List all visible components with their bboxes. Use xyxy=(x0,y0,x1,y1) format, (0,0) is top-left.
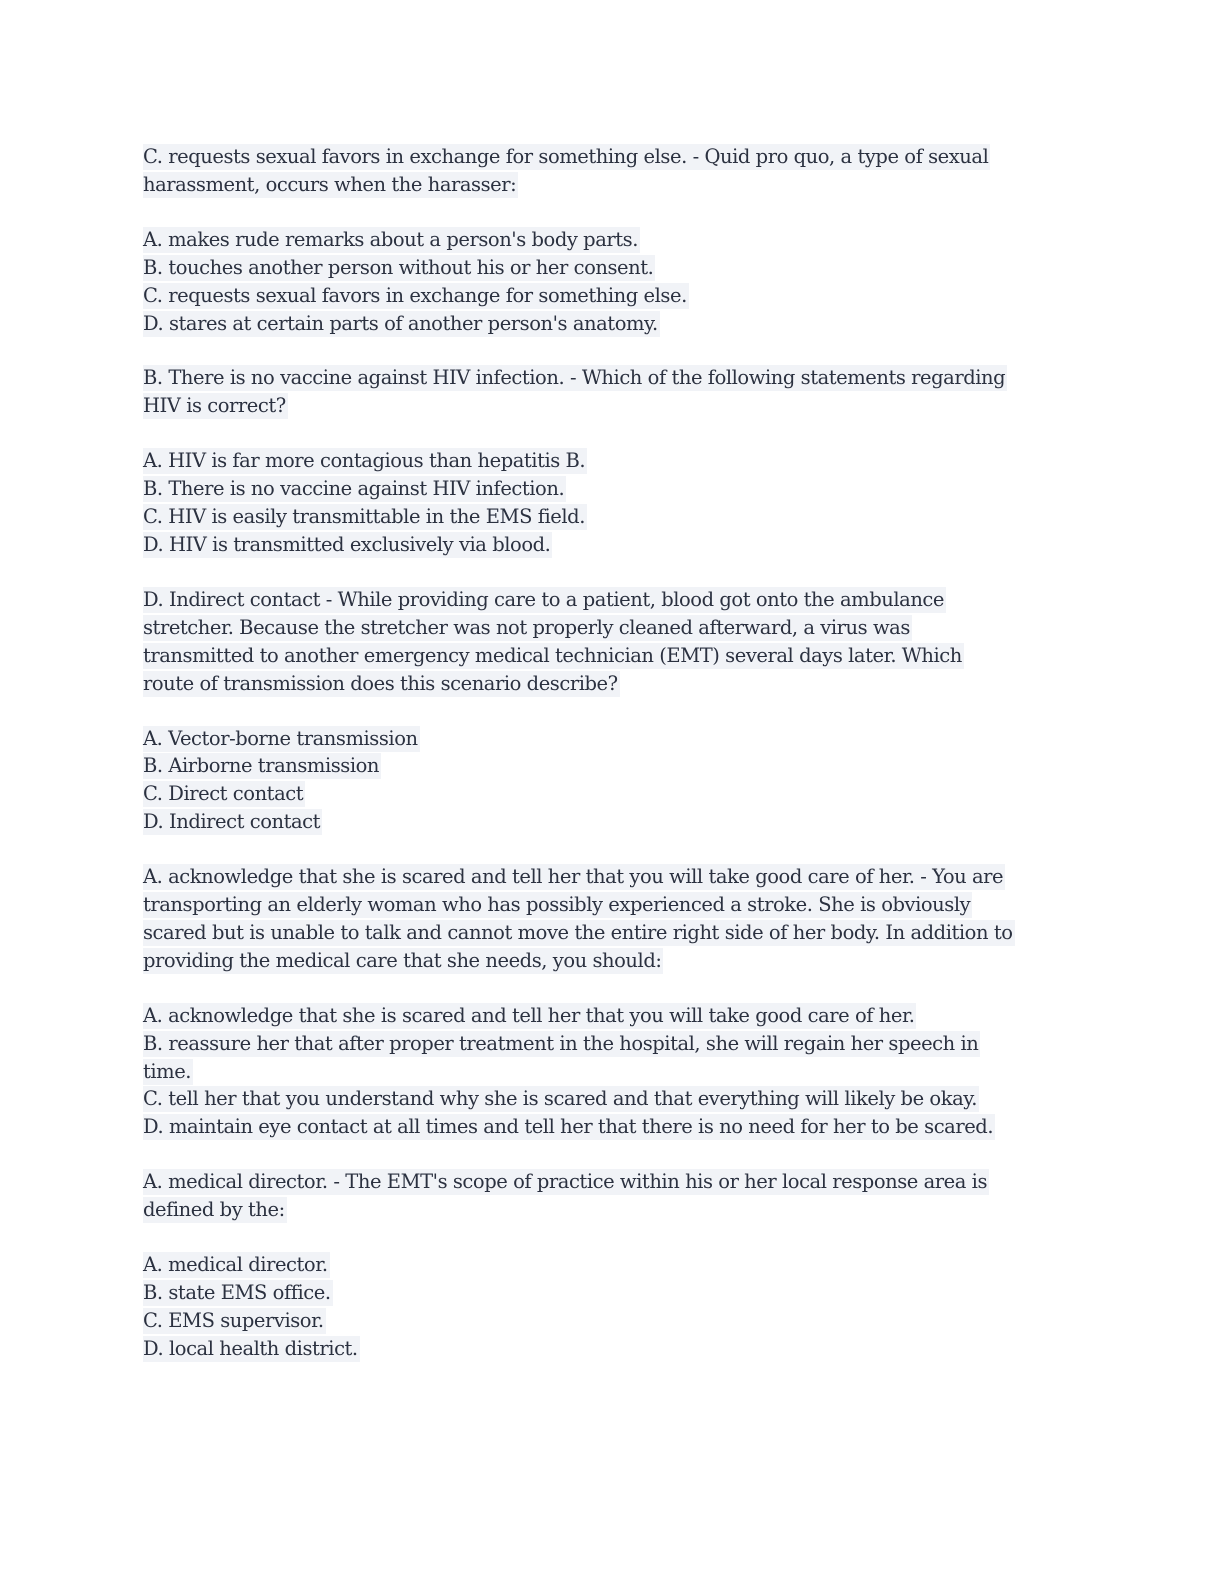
text-line: A. medical director. - The EMT's scope of practice within his or her local response area is xyxy=(143,1170,988,1194)
option-line: A. HIV is far more contagious than hepatitis B. xyxy=(143,449,586,473)
option-line: C. EMS supervisor. xyxy=(143,1308,324,1332)
question-4-answer-and-prompt xyxy=(143,863,1083,975)
option-line: D. maintain eye contact at all times and tell her that there is no need for her to be scared. xyxy=(143,1115,994,1139)
text-line: B. There is no vaccine against HIV infection. - Which of the following statements regarding xyxy=(143,366,1006,390)
text-line: scared but is unable to talk and cannot move the entire right side of her body. In addition to xyxy=(143,920,1013,944)
text-line: D. Indirect contact - While providing care to a patient, blood got onto the ambulance xyxy=(143,587,944,611)
question-5-answer-and-prompt xyxy=(143,1168,1083,1224)
text-line: route of transmission does this scenario describe? xyxy=(143,671,618,695)
question-1-options xyxy=(143,226,1083,338)
text-line: C. requests sexual favors in exchange for something else. - Quid pro quo, a type of sexual xyxy=(143,145,989,168)
question-1-answer-and-prompt xyxy=(143,143,1083,199)
option-line: A. medical director. xyxy=(143,1253,328,1277)
option-line: C. requests sexual favors in exchange for something else. xyxy=(143,283,687,307)
text-line: defined by the: xyxy=(143,1198,285,1222)
option-line: A. Vector-borne transmission xyxy=(143,726,418,750)
option-line: B. state EMS office. xyxy=(143,1281,331,1304)
text-line: HIV is correct? xyxy=(143,394,286,418)
text-line: harassment, occurs when the harasser: xyxy=(143,172,517,196)
question-3-options xyxy=(143,725,1083,837)
option-line: D. HIV is transmitted exclusively via blood. xyxy=(143,532,551,556)
question-5-options xyxy=(143,1251,1083,1363)
text-line: transporting an elderly woman who has possibly experienced a stroke. She is obviously xyxy=(143,893,971,917)
option-line: D. stares at certain parts of another person's anatomy. xyxy=(143,311,658,335)
option-line: C. tell her that you understand why she is scared and that everything will likely be okay. xyxy=(143,1087,977,1111)
question-2-options xyxy=(143,447,1083,559)
option-line: time. xyxy=(143,1059,192,1083)
question-3-answer-and-prompt xyxy=(143,586,1083,698)
option-line: B. touches another person without his or her consent. xyxy=(143,255,654,279)
option-line: B. reassure her that after proper treatment in the hospital, she will regain her speech in xyxy=(143,1031,979,1055)
option-line: D. Indirect contact xyxy=(143,810,321,834)
text-line: transmitted to another emergency medical technician (EMT) several days later. Which xyxy=(143,643,962,667)
option-line: D. local health district. xyxy=(143,1336,358,1360)
option-line: C. HIV is easily transmittable in the EMS field. xyxy=(143,505,585,529)
text-line: providing the medical care that she needs, you should: xyxy=(143,948,662,972)
question-2-answer-and-prompt xyxy=(143,364,1083,420)
option-line: A. makes rude remarks about a person's body parts. xyxy=(143,227,638,251)
option-line: B. Airborne transmission xyxy=(143,754,380,778)
text-line: stretcher. Because the stretcher was not properly cleaned afterward, a virus was xyxy=(143,615,910,639)
option-line: C. Direct contact xyxy=(143,782,304,806)
text-line: A. acknowledge that she is scared and tell her that you will take good care of her. - You are xyxy=(143,865,1004,889)
option-line: B. There is no vaccine against HIV infection. xyxy=(143,477,565,501)
option-line: A. acknowledge that she is scared and tell her that you will take good care of her. xyxy=(143,1003,915,1027)
question-4-options xyxy=(143,1002,1083,1142)
document-page xyxy=(143,143,1083,1390)
